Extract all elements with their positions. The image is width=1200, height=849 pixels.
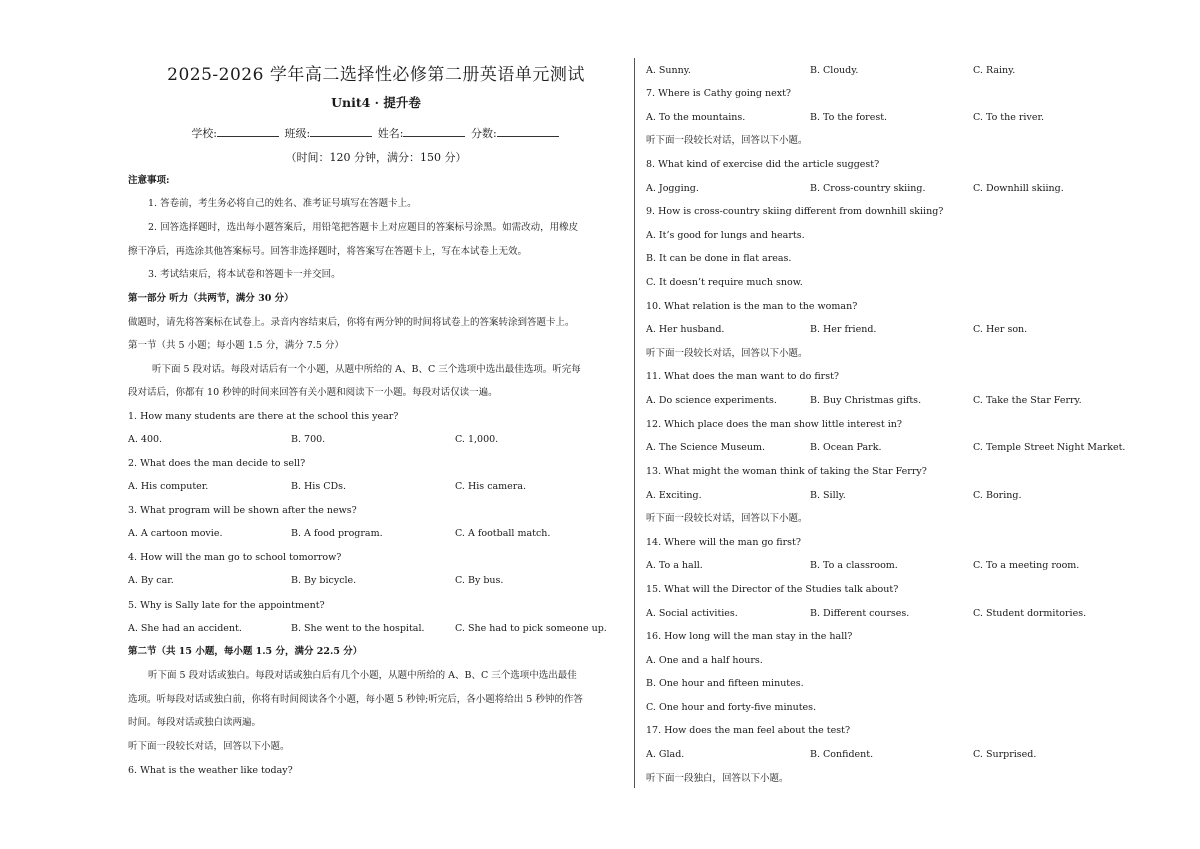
option-b: B. Her friend.	[810, 324, 877, 335]
option-c: C. Take the Star Ferry.	[973, 395, 1082, 406]
name-blank	[403, 126, 465, 137]
school-blank	[217, 126, 279, 137]
option-c: C. A football match.	[455, 528, 551, 539]
option-b: B. Ocean Park.	[810, 442, 882, 453]
question-text: 7. Where is Cathy going next?	[646, 88, 792, 99]
option-b: B. Cross-country skiing.	[810, 183, 926, 194]
class-blank	[310, 126, 372, 137]
option-c: C. She had to pick someone up.	[455, 623, 607, 634]
option-c: C. To the river.	[973, 112, 1044, 123]
option-c: C. One hour and forty-five minutes.	[646, 702, 817, 713]
option-b: B. It can be done in flat areas.	[646, 253, 792, 264]
part1-intro: 做题时，请先将答案标在试卷上。录音内容结束后，你将有两分钟的时间将试卷上的答案转涂到答题卡上。	[128, 317, 575, 328]
question-text: 12. Which place does the man show little interest in?	[646, 419, 902, 430]
exam-title: 2025-2026 学年高二选择性必修第二册英语单元测试	[167, 65, 585, 85]
option-b: B. A food program.	[291, 528, 383, 539]
dialogue-instruction: 听下面一段较长对话，回答以下小题。	[128, 741, 290, 752]
option-b: B. Buy Christmas gifts.	[810, 395, 922, 406]
option-a: A. A cartoon movie.	[128, 528, 223, 539]
question-text: 13. What might the woman think of taking the Star Ferry?	[646, 466, 927, 477]
question-text: 15. What will the Director of the Studies talk about?	[646, 584, 899, 595]
question-text: 11. What does the man want to do first?	[646, 371, 840, 382]
option-a: A. To the mountains.	[646, 112, 746, 123]
part1-heading: 第一部分 听力（共两节，满分 30 分）	[128, 293, 294, 304]
option-b: B. By bicycle.	[291, 575, 357, 586]
option-c: C. Her son.	[973, 324, 1028, 335]
question-text: 8. What kind of exercise did the article suggest?	[646, 159, 880, 170]
question-text: 16. How long will the man stay in the hall?	[646, 631, 853, 642]
question-text: 14. Where will the man go first?	[646, 537, 801, 548]
option-c: C. By bus.	[455, 575, 504, 586]
notice-item: 1. 答卷前，考生务必将自己的姓名、准考证号填写在答题卡上。	[148, 198, 417, 209]
exam-time: （时间：120 分钟，满分：150 分）	[285, 151, 467, 164]
monologue-instruction: 听下面一段独白，回答以下小题。	[646, 773, 789, 784]
option-a: A. Sunny.	[646, 65, 691, 76]
notice-item: 擦干净后，再选涂其他答案标号。回答非选择题时，将答案写在答题卡上，写在本试卷上无效。	[128, 246, 528, 257]
question-text: 4. How will the man go to school tomorrow?	[128, 552, 342, 563]
option-a: A. The Science Museum.	[646, 442, 766, 453]
question-text: 6. What is the weather like today?	[128, 765, 293, 776]
name-label: 姓名:	[377, 127, 404, 140]
dialogue-instruction: 听下面一段较长对话，回答以下小题。	[646, 513, 808, 524]
option-b: B. His CDs.	[291, 481, 347, 492]
section2-heading: 第二节（共 15 小题，每小题 1.5 分，满分 22.5 分）	[128, 646, 363, 657]
option-c: C. Boring.	[973, 490, 1022, 501]
option-a: A. Do science experiments.	[646, 395, 777, 406]
column-divider	[634, 58, 635, 788]
option-a: A. Her husband.	[646, 324, 725, 335]
question-text: 1. How many students are there at the school this year?	[128, 411, 399, 422]
notice-heading: 注意事项:	[128, 175, 170, 186]
option-a: A. She had an accident.	[128, 623, 242, 634]
option-c: C. Student dormitories.	[973, 608, 1087, 619]
option-b: B. To the forest.	[810, 112, 888, 123]
option-c: C. 1,000.	[455, 434, 499, 445]
school-label: 学校:	[191, 127, 218, 140]
section2-intro: 听下面 5 段对话或独白。每段对话或独白后有几个小题，从题中所给的 A、B、C 三个选项中选出最佳	[148, 670, 577, 681]
option-b: B. Confident.	[810, 749, 874, 760]
option-b: B. Different courses.	[810, 608, 910, 619]
notice-item: 3. 考试结束后，将本试卷和答题卡一并交回。	[148, 269, 341, 280]
option-a: A. Social activities.	[646, 608, 738, 619]
option-c: C. Surprised.	[973, 749, 1037, 760]
question-text: 2. What does the man decide to sell?	[128, 458, 306, 469]
option-c: C. Temple Street Night Market.	[973, 442, 1126, 453]
option-b: B. She went to the hospital.	[291, 623, 425, 634]
option-a: A. It’s good for lungs and hearts.	[646, 230, 805, 241]
option-b: B. Cloudy.	[810, 65, 859, 76]
score-blank	[497, 126, 559, 137]
option-a: A. His computer.	[128, 481, 209, 492]
option-c: C. Rainy.	[973, 65, 1016, 76]
option-a: A. 400.	[128, 434, 163, 445]
section1-intro: 段对话后，你都有 10 秒钟的时间来回答有关小题和阅读下一小题。每段对话仅读一遍。	[128, 387, 498, 398]
option-c: C. It doesn’t require much snow.	[646, 277, 803, 288]
option-c: C. His camera.	[455, 481, 527, 492]
notice-item: 2. 回答选择题时，选出每小题答案后，用铅笔把答题卡上对应题目的答案标号涂黑。如需改动，用橡皮	[148, 222, 579, 233]
question-text: 5. Why is Sally late for the appointment?	[128, 600, 325, 611]
section2-intro: 选项。听每段对话或独白前，你将有时间阅读各个小题，每小题 5 秒钟;听完后，各小题将给出 5 秒钟的作答	[128, 694, 583, 705]
question-text: 9. How is cross-country skiing different from downhill skiing?	[646, 206, 944, 217]
question-text: 3. What program will be shown after the news?	[128, 505, 357, 516]
dialogue-instruction: 听下面一段较长对话，回答以下小题。	[646, 135, 808, 146]
option-c: C. To a meeting room.	[973, 560, 1080, 571]
class-label: 班级:	[284, 127, 311, 140]
option-b: B. One hour and fifteen minutes.	[646, 678, 804, 689]
section2-intro: 时间。每段对话或独白读两遍。	[128, 717, 262, 728]
section1-intro: 听下面 5 段对话。每段对话后有一个小题，从题中所给的 A、B、C 三个选项中选出最佳选项。听完每	[152, 364, 581, 375]
option-b: B. 700.	[291, 434, 326, 445]
option-a: A. By car.	[128, 575, 174, 586]
exam-subtitle: Unit4 · 提升卷	[331, 95, 421, 110]
question-text: 10. What relation is the man to the woman?	[646, 301, 858, 312]
student-info-line	[128, 125, 624, 141]
option-b: B. To a classroom.	[810, 560, 898, 571]
option-a: A. One and a half hours.	[646, 655, 763, 666]
section1-heading: 第一节（共 5 小题；每小题 1.5 分，满分 7.5 分）	[128, 340, 344, 351]
option-a: A. Exciting.	[646, 490, 702, 501]
dialogue-instruction: 听下面一段较长对话，回答以下小题。	[646, 348, 808, 359]
option-c: C. Downhill skiing.	[973, 183, 1064, 194]
score-label: 分数:	[470, 127, 497, 140]
option-a: A. Glad.	[646, 749, 685, 760]
question-text: 17. How does the man feel about the test?	[646, 725, 851, 736]
option-b: B. Silly.	[810, 490, 846, 501]
option-a: A. To a hall.	[646, 560, 703, 571]
option-a: A. Jogging.	[646, 183, 699, 194]
